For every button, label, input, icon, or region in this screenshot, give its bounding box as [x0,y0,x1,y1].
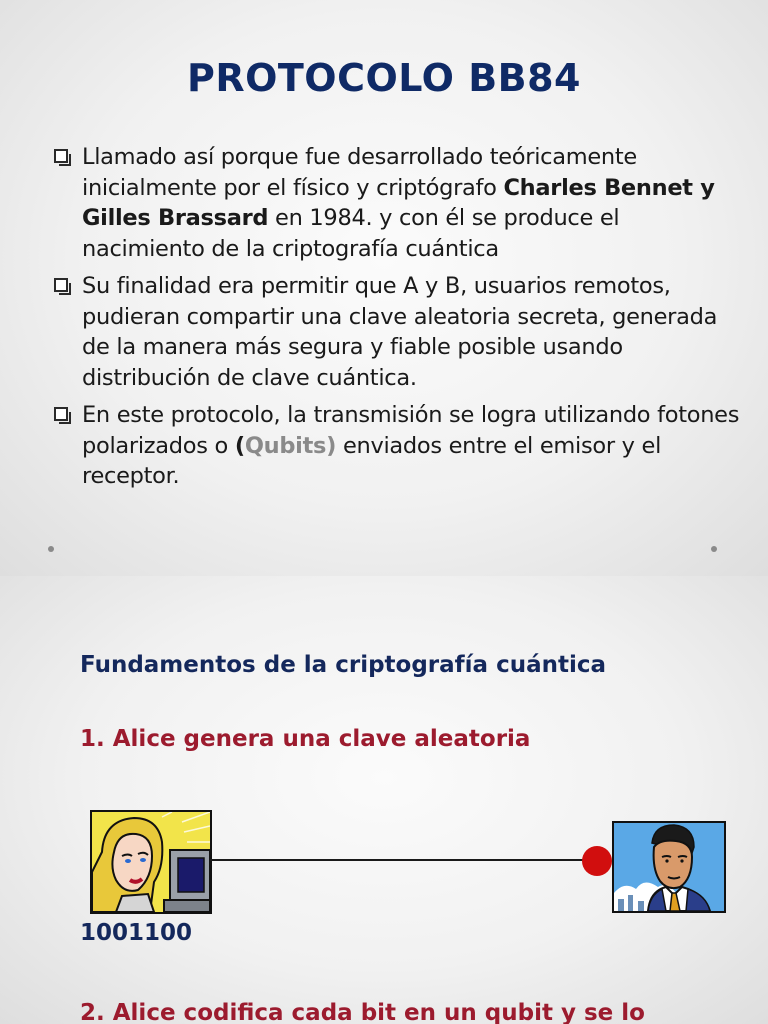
slide-decor-dot-right [711,546,717,552]
bullet-2-text: Su finalidad era permitir que A y B, usuarios remotos, pudieran compartir una clave aleatoria secreta, generada de la manera más segura y fiable posible usando distribución de clave cuántica. [82,273,718,391]
qubit-dot [582,846,612,876]
bullet-1-text-a: Llamado así porque fue desarrollado teóricamente inicialmente por el físico y criptógrafo [82,144,637,201]
bob-clipart [612,821,726,913]
random-key-bits: 1001100 [80,920,193,946]
step-2-label: 2. Alice codifica cada bit en un qubit y se lo [80,1000,645,1024]
checkbox-bullet-icon [54,278,68,292]
bullet-item-3 [52,400,742,492]
alice-clipart [90,810,212,914]
slide-fundamentos [0,576,768,1024]
bullet-item-1 [52,142,742,264]
checkbox-bullet-icon [54,149,68,163]
bullet-list [52,142,742,499]
bullet-3-qubits: Qubits) [244,432,337,459]
bullet-item-2 [52,271,742,393]
channel-line [210,859,588,861]
bullet-3-text-b: enviados entre el emisor y el receptor. [82,432,662,489]
slide-heading: Fundamentos de la criptografía cuántica [80,652,607,678]
step-1-label: 1. Alice genera una clave aleatoria [80,726,531,752]
slide-title: PROTOCOLO BB84 [186,56,582,100]
bullet-1-text-b: en 1984. y con él se produce el nacimiento de la criptografía cuántica [82,205,620,262]
bullet-3-paren: ( [234,432,245,459]
bullet-1-authors: Charles Bennet y Gilles Brassard [82,174,715,231]
bullet-3-text-a: En este protocolo, la transmisión se logra utilizando fotones polarizados o [82,402,740,459]
slide-decor-dot-left [48,546,54,552]
checkbox-bullet-icon [54,407,68,421]
